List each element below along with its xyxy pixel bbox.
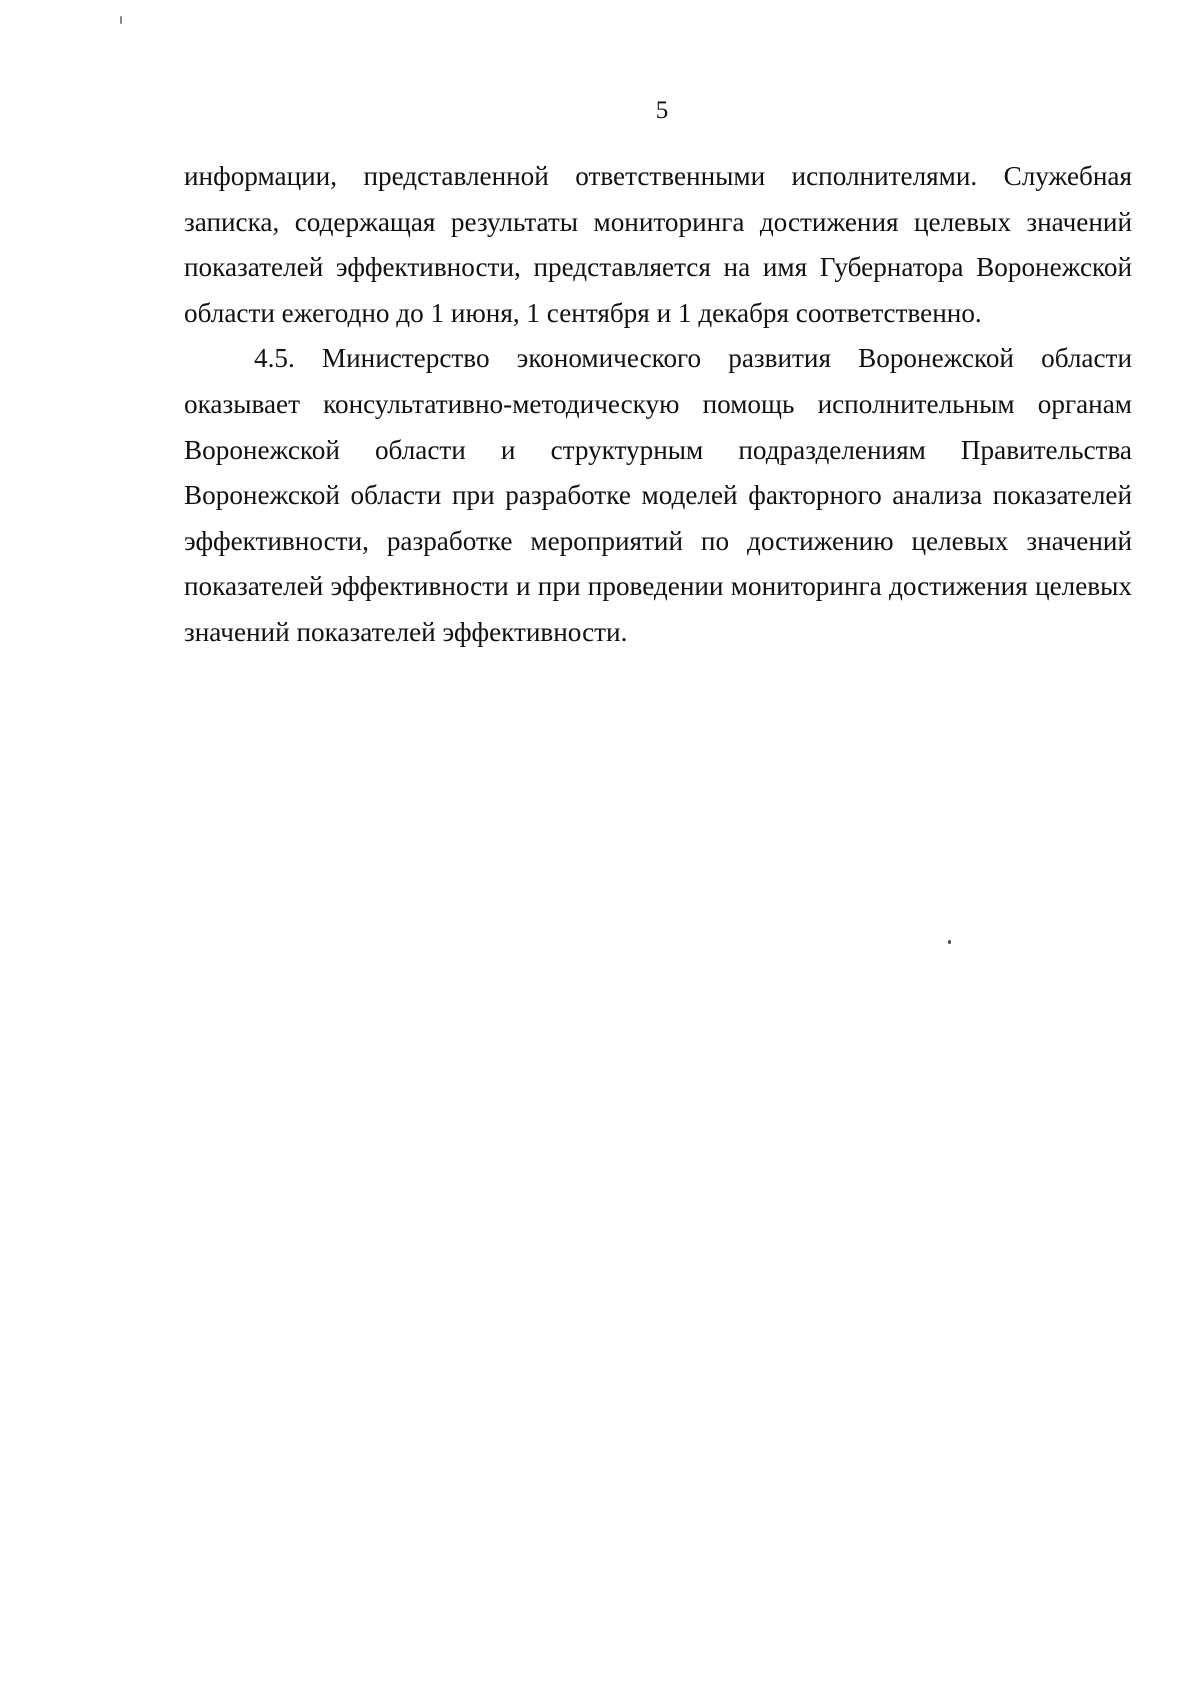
document-body [184, 154, 1132, 656]
page-number: 5 [655, 97, 669, 124]
paragraph-section-4-5: 4.5. Министерство экономического развития Воронежской области оказывает консультативно-методическую помощь исполнительным органам Воронежской области и структурным подразделениям Правительства Воронежской области при разработке моделей факторного анализа показателей эффективности, разработке мероприятий по достижению целевых значений показателей эффективности и при проведении мониторинга достижения целевых значений показателей эффективности. [184, 343, 1132, 647]
scan-artifact-dot [948, 940, 951, 944]
scan-artifact-mark [120, 16, 122, 24]
paragraph-continuation: информации, представленной ответственными исполнителями. Служебная записка, содержащая результаты мониторинга достижения целевых значений показателей эффективности, представляется на имя Губернатора Воронежской области ежегодно до 1 июня, 1 сентября и 1 декабря соответственно. [184, 161, 1132, 328]
